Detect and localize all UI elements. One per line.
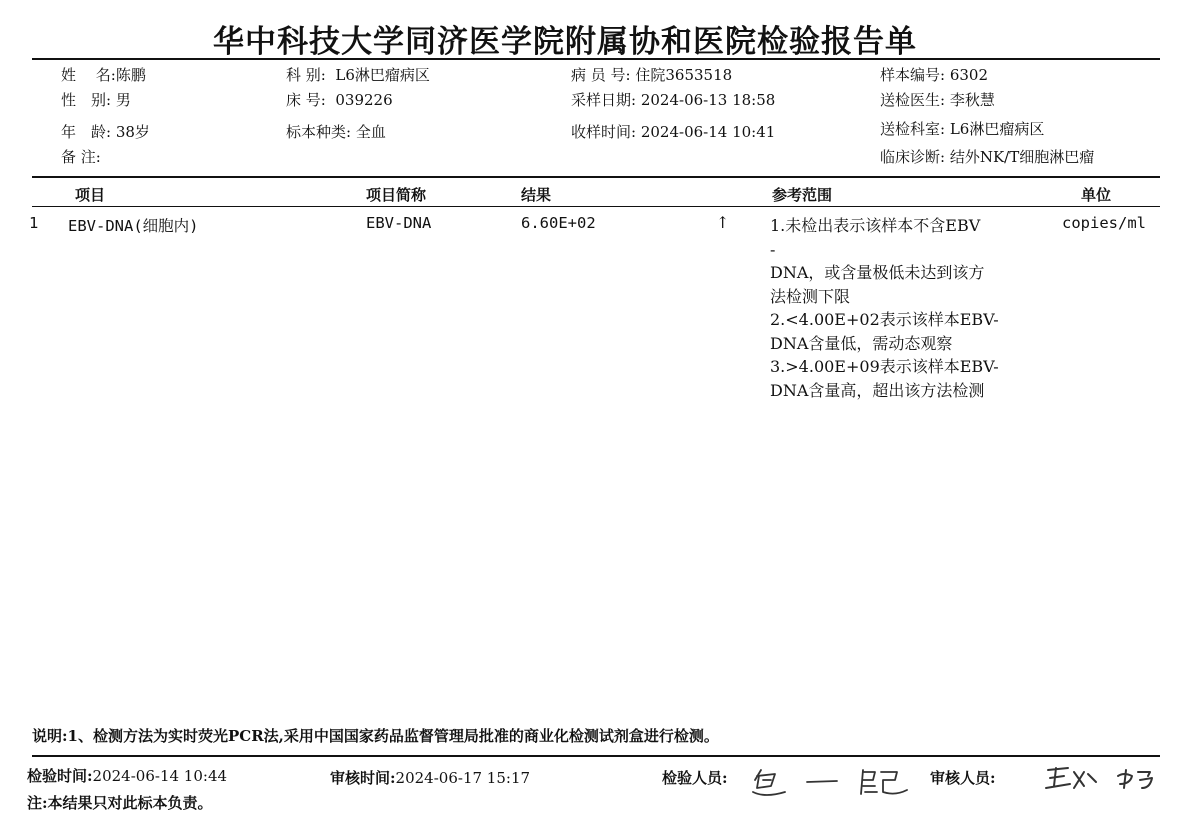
title-divider [32,58,1160,60]
patient-age: 年 龄: 38岁 [61,123,150,141]
sample-number: 样本编号: 6302 [880,66,989,84]
header-result: 结果 [521,186,552,204]
tester-signature [745,762,915,802]
patient-bed: 床 号: 039226 [286,91,393,109]
reference-line: DNA含量低，需动态观察 [770,333,953,353]
reviewer-signature [1040,762,1170,798]
report-title: 华中科技大学同济医学院附属协和医院检验报告单 [213,24,917,60]
reference-line: 法检测下限 [770,286,851,306]
reference-line: 2.<4.00E+02表示该样本EBV- [770,310,999,329]
patient-remark: 备 注: [61,148,101,166]
tester-label: 检验人员: [662,769,728,787]
reference-line: - [770,239,776,259]
footer-divider [32,755,1160,757]
reference-line: 1.未检出表示该样本不含EBV [770,216,981,235]
specimen-type: 标本种类: 全血 [286,123,386,141]
header-abbr: 项目简称 [366,186,427,204]
reference-line: DNA含量高，超出该方法检测 [770,380,985,400]
row-reference [770,214,1060,402]
clinical-diagnosis: 临床诊断: 结外NK/T细胞淋巴瘤 [880,148,1095,166]
row-item: EBV-DNA(细胞内) [68,217,199,235]
header-reference: 参考范围 [772,186,833,204]
test-time: 检验时间:2024-06-14 10:44 [27,767,228,785]
referring-doctor: 送检医生: 李秋慧 [880,91,995,109]
header-item: 项目 [75,186,106,204]
referring-dept: 送检科室: L6淋巴瘤病区 [880,120,1045,138]
patient-dept: 科 别: L6淋巴瘤病区 [286,66,430,84]
case-number: 病 员 号: 住院3653518 [571,66,733,84]
row-result: 6.60E+02 [521,214,596,232]
high-flag-icon: ↑ [716,213,730,232]
header-unit: 单位 [1081,186,1112,204]
disclaimer: 注:本结果只对此标本负责。 [27,794,213,812]
patient-name: 姓 名:陈鹏 [61,66,146,84]
reviewer-label: 审核人员: [930,769,996,787]
receive-time: 收样时间: 2024-06-14 10:41 [571,123,776,141]
header-top-divider [32,176,1160,178]
sampling-date: 采样日期: 2024-06-13 18:58 [571,91,776,109]
row-index: 1 [29,214,39,232]
reference-line: DNA，或含量极低未达到该方 [770,263,985,282]
patient-sex: 性 别: 男 [61,91,131,109]
method-note: 说明:1、检测方法为实时荧光PCR法,采用中国国家药品监督管理局批准的商业化检测试剂盒进行检测。 [32,727,719,745]
row-unit: copies/ml [1062,214,1146,232]
review-time: 审核时间:2024-06-17 15:17 [330,769,531,787]
header-bottom-divider [32,206,1160,207]
row-abbr: EBV-DNA [366,214,432,232]
reference-line: 3.>4.00E+09表示该样本EBV- [770,357,999,376]
